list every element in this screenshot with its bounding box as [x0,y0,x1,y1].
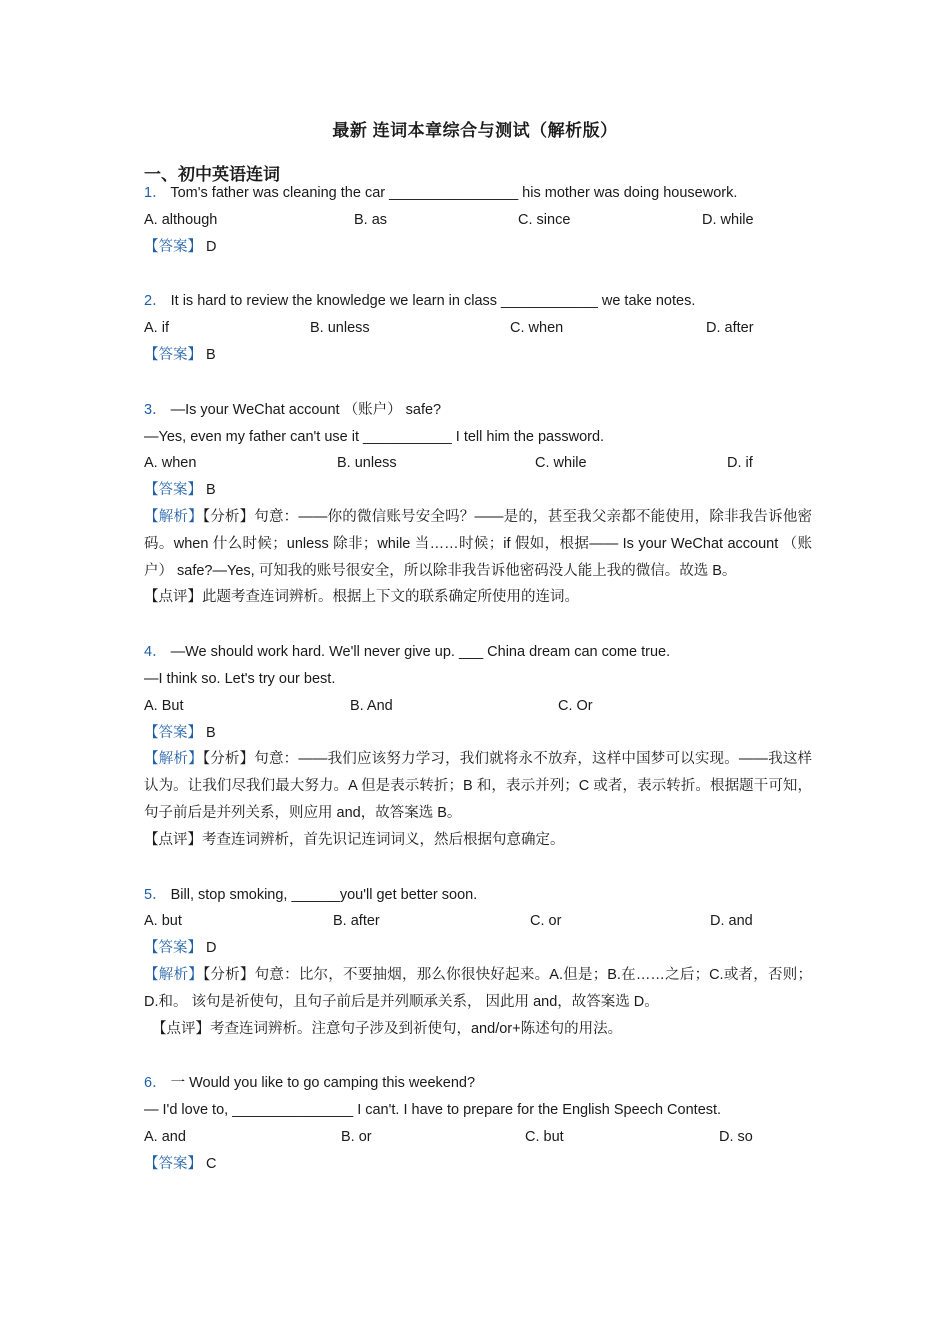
option-a: A. and [144,1128,186,1145]
question-text-line-2: — I'd love to, _______________ I can't. I have to prepare for the English Speech Contest. [144,1102,722,1119]
option-c: C. while [535,455,587,472]
answer-line [144,1151,824,1178]
option-d: D. so [719,1128,753,1145]
question-stem [144,180,824,207]
options-row [144,315,824,342]
question-1 [144,180,824,260]
question-number: 5． [144,886,167,903]
comment-line: 【点评】考查连词辨析。注意句子涉及到祈使句，and/or+陈述句的用法。 [152,1020,623,1037]
question-text: —Is your WeChat account （账户） safe? [170,401,442,418]
option-c: C. Or [558,697,593,714]
answer-value: D [206,238,217,255]
answer-value: B [206,724,216,741]
option-a: A. although [144,211,218,228]
option-b: B. as [354,211,388,228]
analysis-paragraph [144,746,812,826]
question-number: 4． [144,644,167,661]
question-text: It is hard to review the knowledge we learn in class ____________ we take notes. [170,293,696,310]
option-d: D. if [727,455,753,472]
question-text: Bill, stop smoking, ______you'll get better soon. [170,886,478,903]
option-a: A. when [144,455,197,472]
question-3 [144,397,824,611]
page-title: 最新 连词本章综合与测试（解析版） [332,121,618,140]
question-number: 6． [144,1075,167,1092]
question-number: 1． [144,185,167,201]
options-row [144,450,824,477]
answer-label: 【答案】 [144,1155,202,1172]
option-b: B. unless [310,320,370,337]
question-text-line-2: —Yes, even my father can't use it ___________ I tell him the password. [144,428,605,445]
option-b: B. unless [337,455,397,472]
question-5 [144,882,824,1043]
option-c: C. or [530,913,562,930]
option-d: D. and [710,913,753,930]
option-a: A. if [144,320,169,337]
question-list [144,180,824,1206]
option-b: B. after [333,913,380,930]
question-number: 3． [144,401,167,418]
question-6 [144,1070,824,1177]
answer-label: 【答案】 [144,346,202,363]
options-row [144,207,824,234]
question-text: Tom's father was cleaning the car ________________ his mother was doing housework. [170,185,738,201]
option-a: A. but [144,913,182,930]
option-b: B. or [341,1128,372,1145]
answer-line [144,342,824,369]
analysis-label: 【解析】 [144,751,203,768]
option-d: D. while [702,211,754,228]
comment-line: 【点评】此题考查连词辨析。根据上下文的联系确定所使用的连词。 [144,589,579,606]
analysis-text: 【分析】句意：——你的微信账号安全吗？——是的，甚至我父亲都不能使用，除非我告诉他密码。when 什么时候；unless 除非；while 当……时候；if 假如，根据—— Is your WeChat account （账户） safe?—Yes, 可知我的账号很安全，所以除非我告诉他密码没人能上我的微信。故选 B。 [144,508,813,579]
options-row [144,693,824,720]
option-c: C. but [525,1128,564,1145]
option-b: B. And [350,697,393,714]
answer-value: D [206,940,217,957]
question-4 [144,639,824,853]
question-2 [144,288,824,368]
option-a: A. But [144,697,184,714]
answer-label: 【答案】 [144,238,202,255]
analysis-text: 【分析】句意：比尔，不要抽烟，那么你很快好起来。A.但是；B.在……之后；C.或者，否则；D.和。 该句是祈使句，且句子前后是并列顺承关系， 因此用 and，故答案选 D。 [144,966,812,1010]
question-number: 2． [144,293,167,310]
answer-line [144,234,824,261]
answer-label: 【答案】 [144,940,202,957]
comment-line: 【点评】考查连词辨析，首先识记连词词义，然后根据句意确定。 [144,831,565,848]
option-c: C. since [518,211,571,228]
answer-line [144,935,824,962]
answer-label: 【答案】 [144,482,202,499]
answer-value: B [206,346,216,363]
question-text: —We should work hard. We'll never give up. ___ China dream can come true. [170,644,671,661]
analysis-text: 【分析】句意：——我们应该努力学习，我们就将永不放弃，这样中国梦可以实现。——我这样认为。让我们尽我们最大努力。A 但是表示转折；B 和，表示并列；C 或者，表示转折。根据题干可知，句子前后是并列关系，则应用 and，故答案选 B。 [144,751,813,821]
question-stem [144,397,824,424]
analysis-paragraph [144,962,812,1016]
question-stem [144,288,824,315]
analysis-paragraph [144,504,812,584]
options-row [144,908,824,935]
answer-line [144,720,824,747]
question-stem [144,1070,824,1097]
analysis-label: 【解析】 [144,508,203,525]
analysis-label: 【解析】 [144,966,203,983]
question-stem [144,639,824,666]
section-heading: 一、初中英语连词 [144,165,280,184]
answer-value: B [206,482,216,499]
question-text: 一 Would you like to go camping this weekend? [170,1075,476,1092]
question-text-line-2: —I think so. Let's try our best. [144,670,336,687]
answer-label: 【答案】 [144,724,202,741]
option-d: D. after [706,320,754,337]
options-row [144,1124,824,1151]
answer-line [144,477,824,504]
answer-value: C [206,1155,217,1172]
option-c: C. when [510,320,564,337]
question-stem [144,882,824,909]
